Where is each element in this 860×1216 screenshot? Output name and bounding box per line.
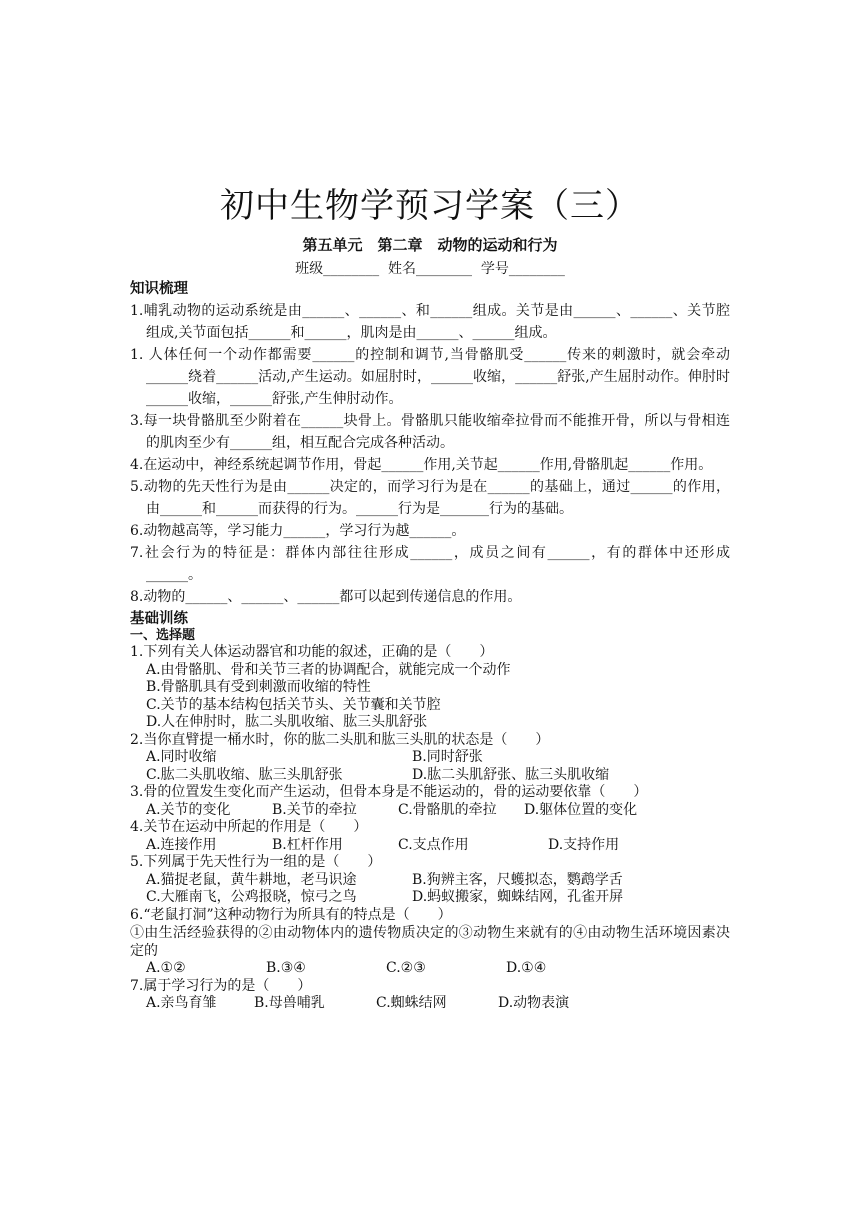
knowledge-item-6: 6.动物越高等，学习能力______，学习行为越______。 (130, 523, 466, 539)
knowledge-item-7: 7.社会行为的特征是：群体内部往往形成______，成员之间有______，有的群体中还形成______。 (130, 545, 730, 583)
question-3-option-d: D.躯体位置的变化 (524, 801, 638, 818)
knowledge-item-2: 1. 人体任何一个动作都需要______的控制和调节,当骨骼肌受______传来的刺激时，就会牵动______绕着______活动,产生运动。如屈肘时，______收缩，______舒张,产生屈肘动作。伸肘时______收缩，______舒张,产生伸肘动作。 (130, 347, 730, 407)
worksheet-body (130, 278, 730, 1013)
question-5-option-a: A.猫捉老鼠，黄牛耕地，老马识途 (146, 871, 357, 888)
question-1-option-b: B.骨骼肌具有受到刺激而收缩的特性 (146, 679, 371, 695)
question-2-option-c: C.肱二头肌收缩、肱三头肌舒张 (146, 766, 343, 783)
section-heading-knowledge: 知识梳理 (130, 281, 188, 297)
question-1-stem: 1.下列有关人体运动器官和功能的叙述，正确的是（ ） (130, 644, 494, 660)
question-6-options-row (130, 960, 730, 978)
section-heading-training: 基础训练 (130, 611, 188, 627)
question-3-option-a: A.关节的变化 (146, 801, 231, 818)
question-3-option-b: B.关节的牵拉 (272, 801, 357, 818)
knowledge-item-8: 8.动物的______、______、______都可以起到传递信息的作用。 (130, 589, 522, 605)
question-5-options-row-2 (130, 889, 730, 907)
question-1-option-a: A.由骨骼肌、骨和关节三者的协调配合，就能完成一个动作 (146, 661, 511, 678)
question-3-options-row (130, 802, 730, 820)
question-3-option-c: C.骨骼肌的牵拉 (398, 801, 497, 818)
question-6-option-a: A.①② (146, 960, 186, 976)
question-2-option-b: B.同时舒张 (412, 749, 483, 765)
knowledge-item-5: 5.动物的先天性行为是由______决定的，而学习行为是在______的基础上，通过______的作用，由______和______而获得的行为。______行为是_______行为的基础。 (130, 479, 730, 517)
question-7-option-a: A.亲鸟育雏 (146, 995, 217, 1011)
student-info-line: 班级________ 姓名________ 学号________ (295, 261, 565, 277)
question-4-option-d: D.支持作用 (548, 836, 620, 853)
question-6-option-b: B.③④ (266, 960, 306, 976)
unit-chapter-subtitle: 第五单元 第二章 动物的运动和行为 (302, 236, 558, 254)
question-4-option-c: C.支点作用 (398, 836, 469, 853)
question-5-options-row-1 (130, 872, 730, 890)
page-title: 初中生物学预习学案（三） (220, 186, 640, 226)
question-6-option-c: C.②③ (386, 960, 426, 976)
question-5-option-d: D.蚂蚁搬家，蜘蛛结网，孔雀开屏 (412, 889, 624, 905)
question-6-detail: ①由生活经验获得的②由动物体内的遗传物质决定的③动物生来就有的④由动物生活环境因素决定的 (130, 925, 730, 959)
question-5-option-b: B.狗辨主客，尺蠖拟态，鹦鹉学舌 (412, 871, 623, 888)
question-5-stem: 5.下列属于先天性行为一组的是（ ） (130, 854, 382, 870)
question-4-stem: 4.关节在运动中所起的作用是（ ） (130, 819, 368, 835)
question-4-option-a: A.连接作用 (146, 836, 217, 853)
question-7-option-b: B.母兽哺乳 (254, 995, 325, 1011)
question-4-option-b: B.杠杆作用 (272, 836, 343, 853)
question-2-stem: 2.当你直臂提一桶水时，你的肱二头肌和肱三头肌的状态是（ ） (130, 731, 550, 748)
question-1-option-d: D.人在伸肘时，肱二头肌收缩、肱三头肌舒张 (146, 714, 428, 730)
question-2-option-d: D.肱二头肌舒张、肱三头肌收缩 (412, 766, 610, 783)
question-3-stem: 3.骨的位置发生变化而产生运动，但骨本身是不能运动的，骨的运动要依靠（ ） (130, 784, 648, 800)
question-7-option-c: C.蜘蛛结网 (376, 995, 447, 1011)
question-5-option-c: C.大雁南飞，公鸡报晓，惊弓之鸟 (146, 889, 357, 905)
question-2-option-a: A.同时收缩 (146, 749, 217, 765)
knowledge-item-3: 3.每一块骨骼肌至少附着在______块骨上。骨骼肌只能收缩牵拉骨而不能推开骨，所以与骨相连的肌肉至少有______组，相互配合完成各种活动。 (130, 413, 730, 451)
question-6-stem: 6.“老鼠打洞”这种动物行为所具有的特点是（ ） (130, 906, 452, 923)
question-7-option-d: D.动物表演 (498, 995, 570, 1011)
question-7-options-row (130, 995, 730, 1013)
question-6-option-d: D.①④ (506, 960, 547, 976)
question-4-options-row (130, 837, 730, 855)
question-2-options-row-2 (130, 767, 730, 785)
knowledge-item-1: 1.哺乳动物的运动系统是由______、______、和______组成。关节是由______、______、关节腔组成,关节面包括______和______，肌肉是由______、______组成。 (130, 303, 730, 341)
question-7-stem: 7.属于学习行为的是（ ） (130, 977, 312, 994)
subsection-heading-choice: 一、选择题 (130, 628, 196, 643)
question-1-option-c: C.关节的基本结构包括关节头、关节囊和关节腔 (146, 696, 441, 713)
knowledge-item-4: 4.在运动中，神经系统起调节作用，骨起______作用,关节起______作用,骨骼肌起______作用。 (130, 457, 713, 473)
question-2-options-row-1 (130, 749, 730, 767)
